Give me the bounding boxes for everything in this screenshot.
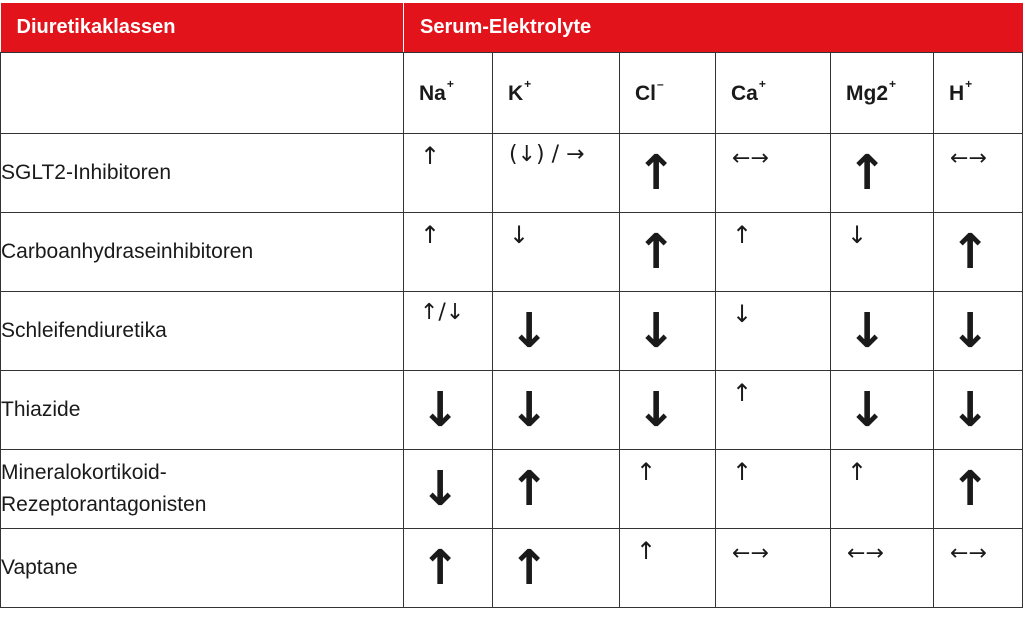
effect-arrow: ↑ [420, 540, 461, 596]
effect-cell-h [934, 134, 1023, 213]
effect-cell-k [493, 134, 620, 213]
effect-arrow: ←→ [950, 541, 987, 566]
effect-cell-ca [716, 213, 831, 292]
effect-cell-na [404, 450, 493, 529]
effect-cell-k [493, 371, 620, 450]
effect-cell-k [493, 213, 620, 292]
effect-arrow: ←→ [847, 541, 884, 566]
effect-cell-mg [831, 213, 934, 292]
ion-header-ca: Ca+ [716, 53, 831, 134]
row-label: Carboanhydraseinhibitoren [1, 213, 404, 292]
effect-cell-cl [620, 450, 716, 529]
effect-cell-h [934, 292, 1023, 371]
ion-header-na: Na+ [404, 53, 493, 134]
effect-cell-mg [831, 529, 934, 608]
effect-cell-k [493, 292, 620, 371]
effect-arrow: ←→ [950, 146, 987, 171]
ion-header-mg: Mg2+ [831, 53, 934, 134]
effect-cell-h [934, 450, 1023, 529]
effect-arrow: ←→ [732, 146, 769, 171]
effect-cell-na [404, 292, 493, 371]
effect-arrow: ↓ [420, 461, 461, 517]
effect-arrow: ↓ [847, 303, 888, 359]
effect-arrow: ↑ [847, 145, 888, 201]
effect-cell-cl [620, 134, 716, 213]
effect-cell-mg [831, 292, 934, 371]
header-serum-electrolytes: Serum-Elektrolyte [404, 3, 1023, 53]
header-diuretic-classes: Diuretikaklassen [1, 3, 404, 53]
effect-cell-cl [620, 529, 716, 608]
ion-header-h: H+ [934, 53, 1023, 134]
row-label: Schleifendiuretika [1, 292, 404, 371]
effect-cell-h [934, 213, 1023, 292]
effect-arrow: (↓) / → [509, 142, 585, 167]
effect-cell-mg [831, 134, 934, 213]
effect-arrow: ↑ [732, 458, 753, 486]
ion-header-cl: Cl– [620, 53, 716, 134]
effect-arrow: ↓ [636, 382, 677, 438]
ion-header-empty [1, 53, 404, 134]
table-row [1, 529, 1023, 608]
header-row [1, 3, 1023, 53]
row-label: Vaptane [1, 529, 404, 608]
effect-arrow: ↑/↓ [420, 300, 465, 325]
effect-cell-mg [831, 450, 934, 529]
effect-cell-k [493, 529, 620, 608]
effect-arrow: ↑ [847, 458, 868, 486]
effect-arrow: ↑ [420, 142, 441, 170]
effect-arrow: ↓ [420, 382, 461, 438]
table-row [1, 134, 1023, 213]
effect-cell-cl [620, 292, 716, 371]
effect-arrow: ↓ [732, 300, 753, 328]
effect-arrow: ↑ [732, 379, 753, 407]
effect-arrow: ↑ [950, 461, 991, 517]
diuretics-electrolyte-table [0, 3, 1023, 608]
effect-arrow: ↓ [950, 303, 991, 359]
effect-cell-na [404, 529, 493, 608]
effect-arrow: ↓ [847, 221, 868, 249]
table-row [1, 450, 1023, 529]
effect-arrow: ↑ [509, 461, 550, 517]
effect-arrow: ↑ [636, 224, 677, 280]
effect-cell-k [493, 450, 620, 529]
effect-cell-ca [716, 371, 831, 450]
effect-arrow: ↑ [420, 221, 441, 249]
table-row [1, 213, 1023, 292]
effect-cell-h [934, 529, 1023, 608]
effect-cell-ca [716, 292, 831, 371]
row-label: Thiazide [1, 371, 404, 450]
effect-cell-ca [716, 134, 831, 213]
effect-cell-na [404, 213, 493, 292]
effect-cell-na [404, 371, 493, 450]
effect-arrow: ↓ [509, 221, 530, 249]
table-row [1, 371, 1023, 450]
effect-arrow: ↓ [636, 303, 677, 359]
effect-cell-mg [831, 371, 934, 450]
effect-arrow: ↑ [636, 145, 677, 201]
effect-arrow: ↓ [950, 382, 991, 438]
effect-arrow: ↑ [732, 221, 753, 249]
effect-arrow: ↑ [636, 537, 657, 565]
table-row [1, 292, 1023, 371]
effect-arrow: ↑ [636, 458, 657, 486]
row-label: Mineralokortikoid- Rezeptorantagonisten [1, 450, 404, 529]
effect-cell-h [934, 371, 1023, 450]
effect-arrow: ←→ [732, 541, 769, 566]
effect-arrow: ↓ [847, 382, 888, 438]
effect-arrow: ↓ [509, 303, 550, 359]
effect-cell-ca [716, 450, 831, 529]
effect-cell-na [404, 134, 493, 213]
ion-header-row [1, 53, 1023, 134]
effect-cell-cl [620, 213, 716, 292]
effect-cell-ca [716, 529, 831, 608]
effect-cell-cl [620, 371, 716, 450]
effect-arrow: ↑ [950, 224, 991, 280]
effect-arrow: ↓ [509, 382, 550, 438]
effect-arrow: ↑ [509, 540, 550, 596]
row-label: SGLT2-Inhibitoren [1, 134, 404, 213]
ion-header-k: K+ [493, 53, 620, 134]
